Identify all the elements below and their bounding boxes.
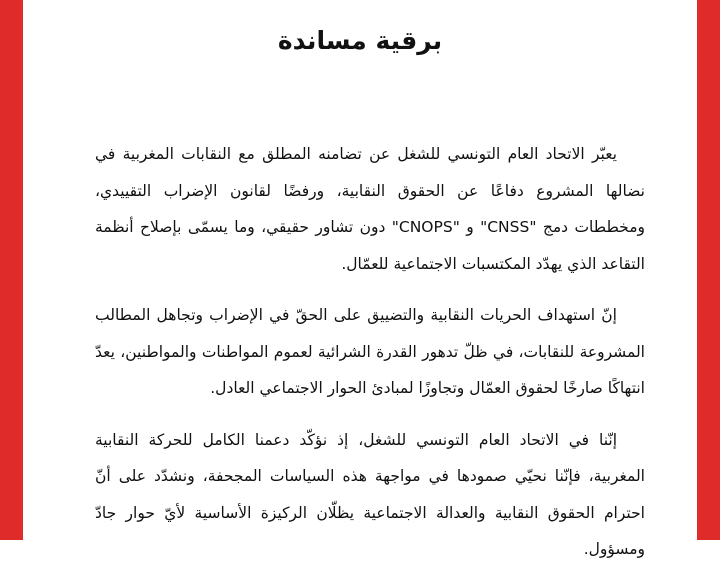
paragraph: إنّ استهداف الحريات النقابية والتضييق على الحقّ في الإضراب وتجاهل المطالب المشروعة للنقابات، في ظلّ تدهور القدرة الشرائية لعموم المواطنات والمواطنين، يعدّ انتهاكًا صارخًا لحقوق العمّال وتجاوزًا لمبادئ الحوار الاجتماعي العادل. bbox=[95, 306, 645, 397]
document-title: برقية مساندة bbox=[277, 26, 443, 55]
document-page bbox=[23, 0, 697, 558]
document-body bbox=[95, 136, 645, 583]
paragraph: إنّنا في الاتحاد العام التونسي للشغل، إذ نؤكّد دعمنا الكامل للحركة النقابية المغربية، فإنّنا نحيّي صمودها في مواجهة هذه السياسات المجحفة، ونشدّد على أنّ احترام الحقوق النقابية والعدالة الاجتماعية يظلّان الركيزة الأساسية لأيّ حوار جادّ ومسؤول. bbox=[95, 430, 645, 558]
red-border-right bbox=[697, 0, 720, 540]
paragraph: يعبّر الاتحاد العام التونسي للشغل عن تضامنه المطلق مع النقابات المغربية في نضالها المشروع دفاعًا عن الحقوق النقابية، ورفضًا لقانون الإضراب التقييدي، ومخططات دمج "CNSS" و "CNOPS" دون تشاور حقيقي، وما يسمّى بإصلاح أنظمة التقاعد الذي يهدّد المكتسبات الاجتماعية للعمّال. bbox=[95, 145, 645, 273]
red-border-left bbox=[0, 0, 23, 540]
